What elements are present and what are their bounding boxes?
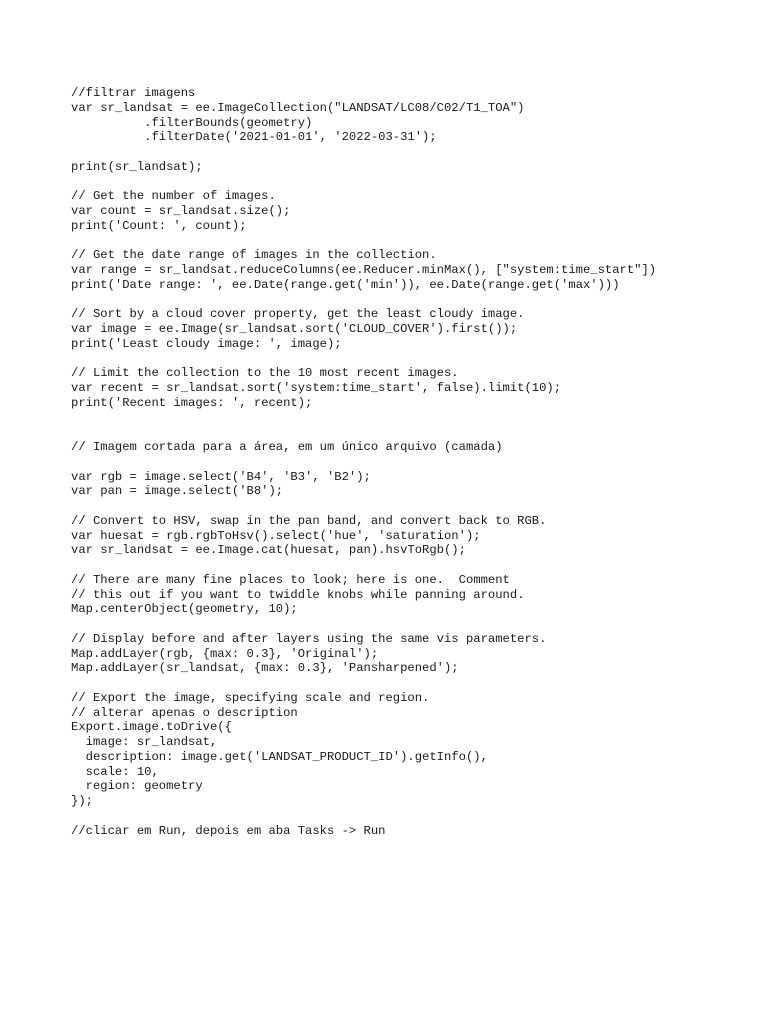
code-line: [71, 425, 656, 440]
code-line: [71, 234, 656, 249]
code-line: [71, 455, 656, 470]
code-line: Export.image.toDrive({: [71, 720, 232, 735]
code-line: var huesat = rgb.rgbToHsv().select('hue', 'saturation');: [71, 528, 481, 543]
code-block: [71, 86, 656, 838]
code-line: var image = ee.Image(sr_landsat.sort('CLOUD_COVER').first());: [71, 322, 518, 336]
code-line: [71, 558, 656, 573]
code-line: //clicar em Run, depois em aba Tasks -> Run: [71, 823, 386, 838]
code-line: // Limit the collection to the 10 most recent images.: [71, 366, 459, 381]
code-line: [71, 499, 656, 514]
code-line: //filtrar imagens: [71, 86, 196, 100]
code-line: var count = sr_landsat.size();: [71, 204, 291, 218]
code-line: // Convert to HSV, swap in the pan band, and convert back to RGB.: [71, 513, 547, 528]
code-line: var recent = sr_landsat.sort('system:time_start', false).limit(10);: [71, 381, 562, 395]
code-line: // Imagem cortada para a área, em um único arquivo (camada): [71, 440, 503, 454]
code-line: print('Least cloudy image: ', image);: [71, 336, 342, 351]
code-line: Map.addLayer(rgb, {max: 0.3}, 'Original');: [71, 646, 379, 661]
code-line: [71, 676, 656, 691]
code-line: [71, 352, 656, 367]
code-line: // Get the number of images.: [71, 189, 276, 204]
code-line: print('Count: ', count);: [71, 218, 247, 233]
code-line: image: sr_landsat,: [71, 735, 218, 749]
code-line: var range = sr_landsat.reduceColumns(ee.Reducer.minMax(), ["system:time_start"]): [71, 263, 657, 277]
code-line: // Sort by a cloud cover property, get the least cloudy image.: [71, 307, 525, 322]
code-line: .filterDate('2021-01-01', '2022-03-31');: [71, 130, 437, 145]
code-line: var sr_landsat = ee.ImageCollection("LANDSAT/LC08/C02/T1_TOA"): [71, 100, 525, 115]
code-line: var sr_landsat = ee.Image.cat(huesat, pan).hsvToRgb();: [71, 543, 466, 558]
code-line: [71, 809, 656, 824]
code-line: print('Date range: ', ee.Date(range.get('min')), ee.Date(range.get('max'))): [71, 277, 620, 292]
code-line: var pan = image.select('B8');: [71, 484, 284, 499]
code-line: // Display before and after layers using the same vis parameters.: [71, 631, 547, 646]
code-line: [71, 145, 656, 160]
code-line: scale: 10,: [71, 764, 159, 779]
code-line: // There are many fine places to look; here is one. Comment: [71, 572, 510, 587]
code-line: Map.centerObject(geometry, 10);: [71, 602, 298, 617]
code-line: var rgb = image.select('B4', 'B3', 'B2');: [71, 469, 371, 484]
code-line: print(sr_landsat);: [71, 159, 203, 174]
code-line: [71, 175, 656, 190]
code-line: // alterar apenas o description: [71, 705, 298, 720]
code-line: Map.addLayer(sr_landsat, {max: 0.3}, 'Pansharpened');: [71, 661, 459, 676]
code-line: region: geometry: [71, 779, 203, 794]
code-line: [71, 411, 656, 426]
code-line: print('Recent images: ', recent);: [71, 395, 313, 410]
code-line: // this out if you want to twiddle knobs while panning around.: [71, 587, 525, 602]
code-line: [71, 293, 656, 308]
code-line: [71, 617, 656, 632]
code-line: });: [71, 794, 93, 808]
code-line: .filterBounds(geometry): [71, 115, 313, 130]
code-line: description: image.get('LANDSAT_PRODUCT_ID').getInfo(),: [71, 749, 488, 764]
code-line: // Export the image, specifying scale and region.: [71, 690, 430, 705]
code-line: // Get the date range of images in the collection.: [71, 248, 437, 263]
